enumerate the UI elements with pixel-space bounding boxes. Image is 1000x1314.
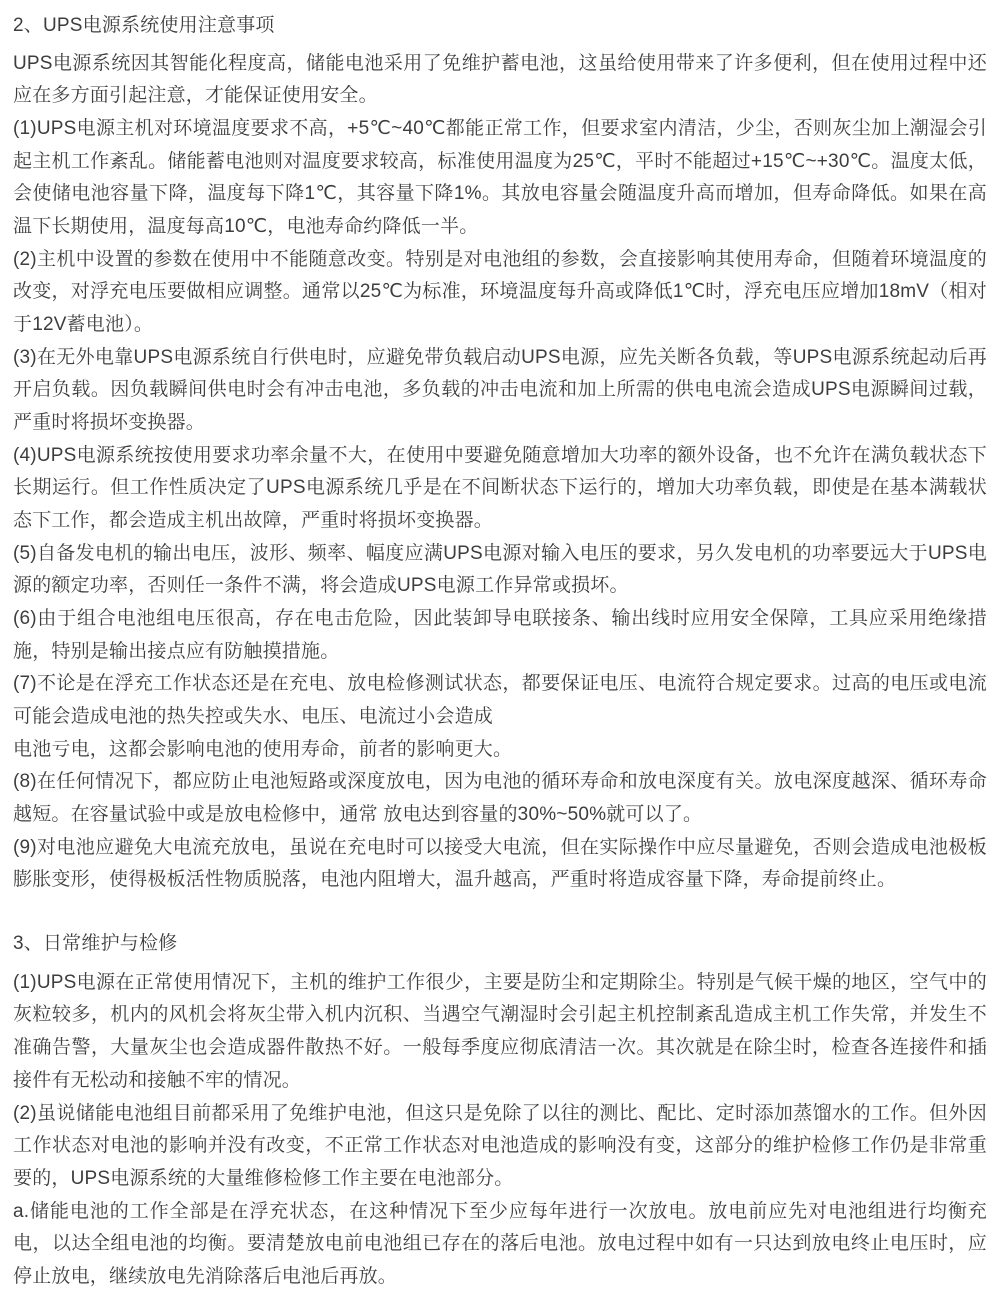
- section2-item-4: (4)UPS电源系统按使用要求功率余量不大，在使用中要避免随意增加大功率的额外设备，也不允许在满负载状态下长期运行。但工作性质决定了UPS电源系统几乎是在不间断状态下运行的，增加大功率负载，即使是在基本满载状态下工作，都会造成主机出故障，严重时将损坏变换器。: [13, 444, 987, 532]
- section3-item-1: (1)UPS电源在正常使用情况下，主机的维护工作很少，主要是防尘和定期除尘。特别是气候干燥的地区，空气中的灰粒较多，机内的风机会将灰尘带入机内沉积、当遇空气潮湿时会引起主机控制紊乱造成主机工作失常，并发生不准确告警，大量灰尘也会造成器件散热不好。一般每季度应彻底清洁一次。其次就是在除尘时，检查各连接件和插接件有无松动和接触不牢的情况。: [13, 971, 987, 1091]
- section2-item-1: (1)UPS电源主机对环境温度要求不高，+5℃~40℃都能正常工作，但要求室内清洁，少尘，否则灰尘加上潮湿会引起主机工作紊乱。储能蓄电池则对温度要求较高，标准使用温度为25℃，平时不能超过+15℃~+30℃。温度太低，会使储电池容量下降，温度每下降1℃，其容量下降1%。其放电容量会随温度升高而增加，但寿命降低。如果在高温下长期使用，温度每高10℃，电池寿命约降低一半。: [13, 118, 987, 238]
- section3-item-2: (2)虽说储能电池组目前都采用了免维护电池，但这只是免除了以往的测比、配比、定时添加蒸馏水的工作。但外因工作状态对电池的影响并没有改变，不正常工作状态对电池造成的影响没有变，这部分的维护检修工作仍是非常重要的，UPS电源系统的大量维修检修工作主要在电池部分。: [13, 1102, 987, 1189]
- section2-item-8: (8)在任何情况下，都应防止电池短路或深度放电，因为电池的循环寿命和放电深度有关。放电深度越深、循环寿命越短。在容量试验中或是放电检修中，通常 放电达到容量的30%~50%就可以了。: [13, 771, 987, 826]
- section2-item-9: (9)对电池应避免大电流充放电，虽说在充电时可以接受大电流，但在实际操作中应尽量避免，否则会造成电池极板膨胀变形，使得极板活性物质脱落，电池内阻增大，温升越高，严重时将造成容量下降，寿命提前终止。: [13, 836, 987, 891]
- section2-item-5: (5)自备发电机的输出电压，波形、频率、幅度应满UPS电源对输入电压的要求，另久发电机的功率要远大于UPS电源的额定功率，否则任一条件不满，将会造成UPS电源工作异常或损坏。: [13, 542, 987, 597]
- section2-heading: 2、UPS电源系统使用注意事项: [13, 15, 275, 36]
- section2-item-7-continued: 电池亏电，这都会影响电池的使用寿命，前者的影响更大。: [13, 738, 513, 760]
- section2-intro: UPS电源系统因其智能化程度高，储能电池采用了免维护蓄电池，这虽给使用带来了许多便利，但在使用过程中还应在多方面引起注意，才能保证使用安全。: [13, 52, 987, 107]
- section2-item-6: (6)由于组合电池组电压很高，存在电击危险，因此装卸导电联接条、输出线时应用安全保障，工具应采用绝缘措施，特别是输出接点应有防触摸措施。: [13, 608, 987, 662]
- section3-item-a: a.储能电池的工作全部是在浮充状态，在这种情况下至少应每年进行一次放电。放电前应先对电池组进行均衡充电，以达全组电池的均衡。要清楚放电前电池组已存在的落后电池。放电过程中如有一只达到放电终止电压时，应停止放电，继续放电先消除落后电池后再放。: [13, 1200, 987, 1287]
- section2-item-7: (7)不论是在浮充工作状态还是在充电、放电检修测试状态，都要保证电压、电流符合规定要求。过高的电压或电流可能会造成电池的热失控或失水、电压、电流过小会造成: [13, 673, 987, 728]
- section2-item-2: (2)主机中设置的参数在使用中不能随意改变。特别是对电池组的参数，会直接影响其使用寿命，但随着环境温度的改变，对浮充电压要做相应调整。通常以25℃为标准，环境温度每升高或降低1℃时，浮充电压应增加18mV（相对于12V蓄电池）。: [13, 248, 987, 336]
- section3-heading: 3、日常维护与检修: [13, 933, 178, 955]
- section2-item-3: (3)在无外电靠UPS电源系统自行供电时，应避免带负载启动UPS电源，应先关断各负载，等UPS电源系统起动后再开启负载。因负载瞬间供电时会有冲击电池，多负载的冲击电流和加上所需的供电电流会造成UPS电源瞬间过载，严重时将损坏变换器。: [13, 346, 987, 434]
